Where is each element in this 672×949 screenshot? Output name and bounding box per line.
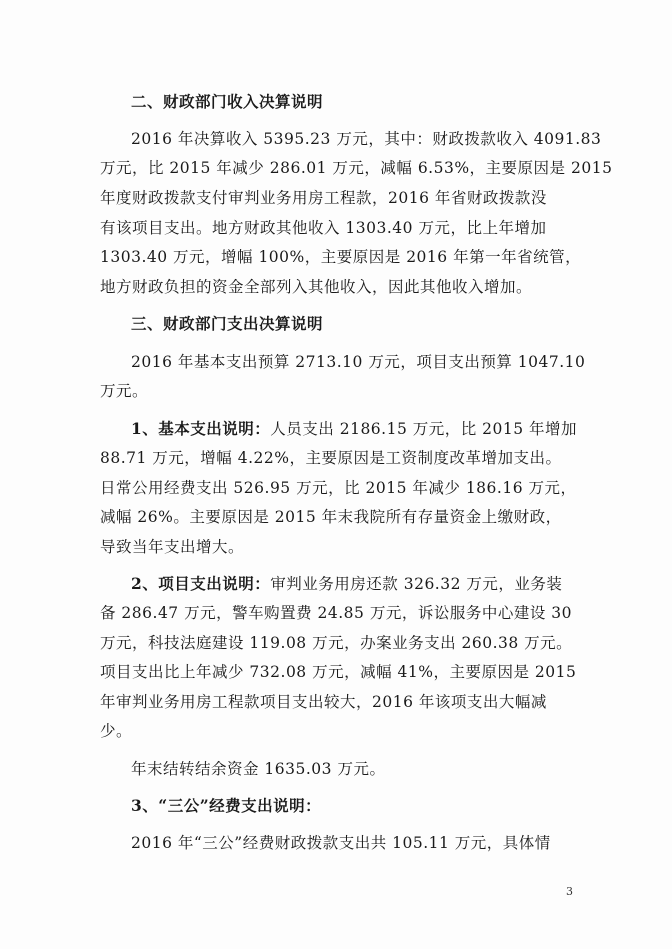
paragraph-line: 减幅 26%。主要原因是 2015 年末我院所有存量资金上缴财政， (100, 508, 562, 526)
three-public-expenses-label: 3、“三公”经费支出说明： (131, 796, 322, 815)
paragraph-line: 年度财政拨款支付审判业务用房工程款，2016 年省财政拨款没 (100, 189, 547, 207)
paragraph-line: 项目支出比上年减少 732.08 万元，减幅 41%，主要原因是 2015 (100, 663, 577, 681)
balance-line: 年末结转结余资金 1635.03 万元。 (131, 760, 386, 778)
paragraph-line: 2016 年决算收入 5395.23 万元，其中：财政拨款收入 4091.83 (131, 130, 602, 148)
project-expenditure-label: 2、项目支出说明： (131, 574, 271, 593)
paragraph-text: 人员支出 2186.15 万元，比 2015 年增加 (270, 420, 578, 438)
section-heading-expenditure: 三、财政部门支出决算说明 (131, 314, 324, 333)
paragraph-line: 2016 年基本支出预算 2713.10 万元，项目支出预算 1047.10 (131, 353, 586, 371)
basic-expenditure-label: 1、基本支出说明： (131, 419, 271, 438)
paragraph-line: 有该项目支出。地方财政其他收入 1303.40 万元，比上年增加 (100, 219, 547, 237)
paragraph-line: 少。 (100, 722, 133, 740)
paragraph-line: 地方财政负担的资金全部列入其他收入，因此其他收入增加。 (100, 278, 533, 296)
paragraph-line: 年审判业务用房工程款项目支出较大，2016 年该项支出大幅减 (100, 693, 547, 711)
paragraph-line: 备 286.47 万元，警车购置费 24.85 万元，诉讼服务中心建设 30 (100, 604, 572, 622)
paragraph-line: 导致当年支出增大。 (100, 538, 245, 556)
paragraph-text: 审判业务用房还款 326.32 万元，业务装 (270, 575, 563, 593)
page-number: 3 (566, 885, 573, 898)
paragraph-line: 1303.40 万元，增幅 100%，主要原因是 2016 年第一年省统管， (100, 248, 582, 266)
paragraph-line (131, 418, 577, 440)
paragraph-line: 万元。 (100, 382, 149, 400)
paragraph-line: 日常公用经费支出 526.95 万元，比 2015 年减少 186.16 万元， (100, 479, 577, 497)
paragraph-line (131, 573, 562, 595)
section-heading-income: 二、财政部门收入决算说明 (131, 92, 324, 111)
paragraph-line: 2016 年“三公”经费财政拨款支出共 105.11 万元，具体情 (131, 834, 551, 852)
paragraph-line: 万元，科技法庭建设 119.08 万元，办案业务支出 260.38 万元。 (100, 634, 573, 652)
paragraph-line: 88.71 万元，增幅 4.22%，主要原因是工资制度改革增加支出。 (100, 449, 562, 467)
paragraph-line: 万元，比 2015 年减少 286.01 万元，减幅 6.53%，主要原因是 2015 (100, 159, 613, 177)
